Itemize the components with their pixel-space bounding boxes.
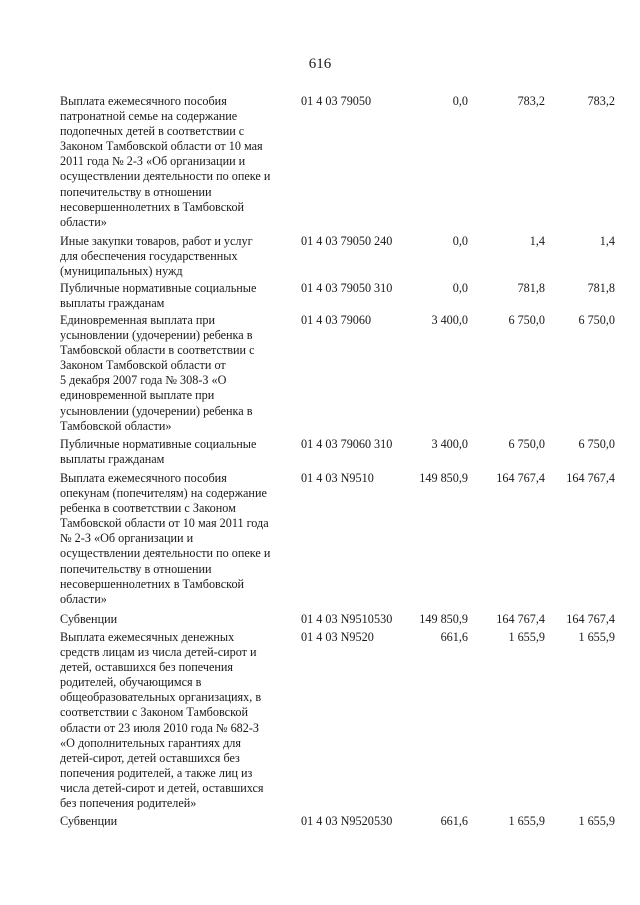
row-expense-type: 530 <box>374 814 393 828</box>
row-code: 01 4 03 N9520 <box>301 630 374 644</box>
row-description: Публичные нормативные социальные выплаты гражданам <box>60 281 257 311</box>
row-expense-type: 240 <box>374 234 393 248</box>
row-value-3: 1 655,9 <box>578 814 615 828</box>
row-value-3: 1 655,9 <box>578 630 615 644</box>
row-value-1: 149 850,9 <box>419 612 468 626</box>
row-value-1: 0,0 <box>452 281 468 295</box>
row-description: Публичные нормативные социальные выплаты гражданам <box>60 437 257 467</box>
row-description: Выплата ежемесячного пособия опекунам (попечителям) на содержание ребенка в соответствии с Законом Тамбовской области от 10 мая 2011 года № 2-З «Об организации и осуществлении деятельности по опеке и попечительству в отношении несовершеннолетних в Тамбовской области» <box>60 471 271 606</box>
row-code: 01 4 03 79050 <box>301 94 372 108</box>
row-value-2: 164 767,4 <box>496 471 545 485</box>
row-value-1: 3 400,0 <box>431 313 468 327</box>
row-code: 01 4 03 79050 <box>301 281 372 295</box>
row-value-3: 1,4 <box>599 234 615 248</box>
row-value-1: 661,6 <box>440 814 468 828</box>
row-value-2: 164 767,4 <box>496 612 545 626</box>
row-code: 01 4 03 N9520 <box>301 814 374 828</box>
row-code: 01 4 03 79060 <box>301 313 372 327</box>
row-value-2: 781,8 <box>517 281 545 295</box>
row-value-1: 0,0 <box>452 234 468 248</box>
row-description: Субвенции <box>60 612 118 626</box>
row-value-2: 6 750,0 <box>508 437 545 451</box>
row-description: Иные закупки товаров, работ и услуг для обеспечения государственных (муниципальных) нужд <box>60 234 253 279</box>
row-value-2: 6 750,0 <box>508 313 545 327</box>
row-value-3: 6 750,0 <box>578 313 615 327</box>
row-description: Субвенции <box>60 814 118 828</box>
row-value-2: 1 655,9 <box>508 814 545 828</box>
row-value-1: 661,6 <box>440 630 468 644</box>
row-value-1: 149 850,9 <box>419 471 468 485</box>
row-value-2: 1 655,9 <box>508 630 545 644</box>
row-value-1: 3 400,0 <box>431 437 468 451</box>
row-code: 01 4 03 79060 <box>301 437 372 451</box>
page-number: 616 <box>308 56 332 72</box>
row-value-3: 164 767,4 <box>566 612 615 626</box>
row-value-2: 1,4 <box>529 234 545 248</box>
row-code: 01 4 03 79050 <box>301 234 372 248</box>
row-value-3: 781,8 <box>587 281 615 295</box>
row-expense-type: 530 <box>374 612 393 626</box>
row-value-1: 0,0 <box>452 94 468 108</box>
row-code: 01 4 03 N9510 <box>301 612 374 626</box>
row-value-3: 6 750,0 <box>578 437 615 451</box>
row-expense-type: 310 <box>374 281 393 295</box>
row-value-3: 783,2 <box>587 94 615 108</box>
row-code: 01 4 03 N9510 <box>301 471 374 485</box>
row-expense-type: 310 <box>374 437 393 451</box>
row-description: Выплата ежемесячных денежных средств лицам из числа детей-сирот и детей, оставшихся без попечения родителей, обучающимся в общеобразовательных организациях, в соответствии с Законом Тамбовской области от 23 июля 2010 года № 682-З «О дополнительных гарантиях для детей-сирот, детей оставшихся без попечения родителей, а также лиц из числа детей-сирот и детей, оставшихся без попечения родителей» <box>60 630 264 811</box>
row-description: Выплата ежемесячного пособия патронатной семье на содержание подопечных детей в соответствии с Законом Тамбовской области от 10 мая 2011 года № 2-З «Об организации и осуществлении деятельности по опеке и попечительству в отношении несовершеннолетних в Тамбовской области» <box>60 94 271 229</box>
row-value-3: 164 767,4 <box>566 471 615 485</box>
row-description: Единовременная выплата при усыновлении (удочерении) ребенка в Тамбовской области в соответствии с Законом Тамбовской области от 5 декабря 2007 года № 308-З «О единовременной выплате при усыновлении (удочерении) ребенка в Тамбовской области» <box>60 313 255 433</box>
row-value-2: 783,2 <box>517 94 545 108</box>
